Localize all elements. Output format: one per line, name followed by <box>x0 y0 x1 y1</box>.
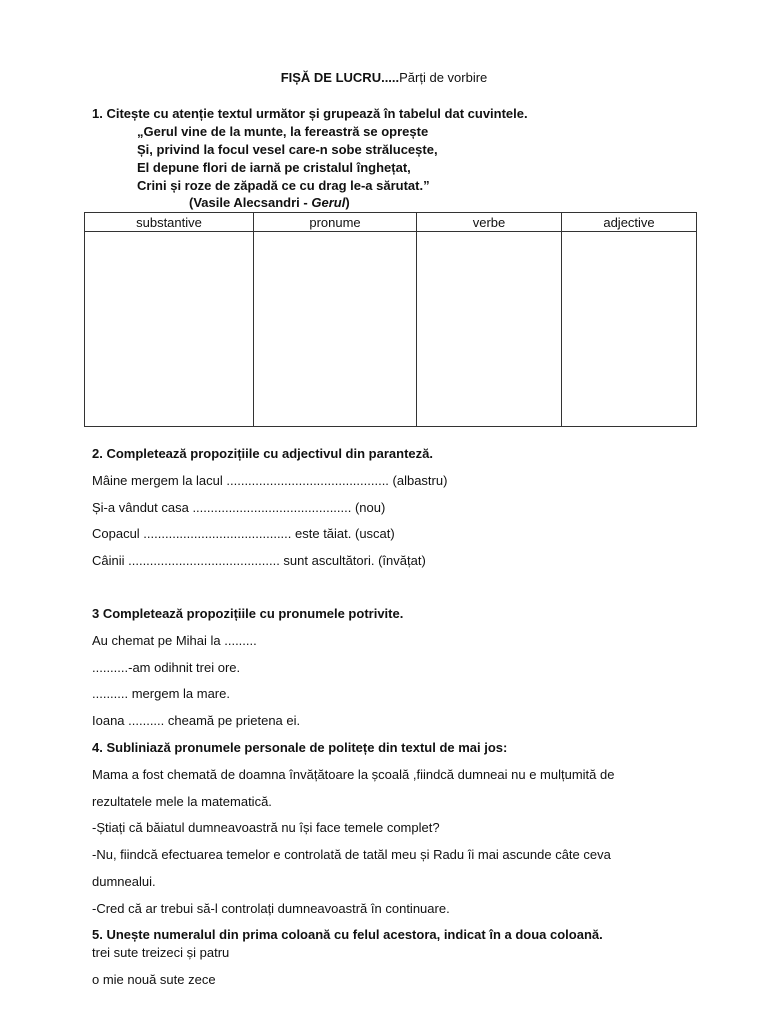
exercise-5-line-2: o mie nouă sute zece <box>92 972 216 987</box>
title-subject: Părți de vorbire <box>399 70 488 85</box>
attribution-prefix: (Vasile Alecsandri - <box>189 195 312 210</box>
answer-cell-verbe[interactable] <box>417 232 562 427</box>
attribution-work: Gerul <box>311 195 346 210</box>
exercise-3-line-3: .......... mergem la mare. <box>92 686 230 701</box>
poem-line-2: Și, privind la focul vesel care-n sobe strălucește, <box>137 142 438 157</box>
poem-line-1: „Gerul vine de la munte, la fereastră se oprește <box>137 124 429 139</box>
exercise-3-heading: 3 Completează propozițiile cu pronumele potrivite. <box>92 606 404 621</box>
answer-cell-adjective[interactable] <box>562 232 697 427</box>
exercise-1-heading: 1. Citește cu atenție textul următor și grupează în tabelul dat cuvintele. <box>92 106 528 121</box>
exercise-4-line-3: -Știați că băiatul dumneavoastră nu își face temele complet? <box>92 820 440 835</box>
header-substantive: substantive <box>85 213 254 232</box>
exercise-4-line-1: Mama a fost chemată de doamna învățătoare la școală ,fiindcă dumneai nu e mulțumită de <box>92 767 615 782</box>
poem-line-4: Crini și roze de zăpadă ce cu drag le-a sărutat.” <box>137 178 430 193</box>
header-adjective: adjective <box>562 213 697 232</box>
exercise-5-line-1: trei sute treizeci și patru <box>92 945 230 960</box>
exercise-4-line-4: -Nu, fiindcă efectuarea temelor e controlată de tatăl meu și Radu îi mai ascunde câte ceva <box>92 847 611 862</box>
exercise-4-line-6: -Cred că ar trebui să-l controlați dumneavoastră în continuare. <box>92 901 450 916</box>
title-main: FIȘĂ DE LUCRU..... <box>280 70 400 85</box>
header-pronume: pronume <box>254 213 417 232</box>
exercise-3-line-2: ..........-am odihnit trei ore. <box>92 660 241 675</box>
worksheet-title <box>0 70 768 86</box>
exercise-2-line-4: Câinii .......................................... sunt ascultători. (învățat) <box>92 553 426 568</box>
exercise-2-line-2: Și-a vândut casa ............................................ (nou) <box>92 500 386 515</box>
exercise-3-line-1: Au chemat pe Mihai la ......... <box>92 633 257 648</box>
answer-cell-substantive[interactable] <box>85 232 254 427</box>
exercise-4-line-2: rezultatele mele la matematică. <box>92 794 272 809</box>
attribution-suffix: ) <box>345 195 350 210</box>
poem-attribution <box>189 195 350 211</box>
exercise-3-line-4: Ioana .......... cheamă pe prietena ei. <box>92 713 301 728</box>
table-answer-row <box>85 232 697 427</box>
exercise-4-line-5: dumnealui. <box>92 874 156 889</box>
exercise-2-line-1: Mâine mergem la lacul ............................................. (albastru) <box>92 473 448 488</box>
exercise-2-line-3: Copacul ......................................... este tăiat. (uscat) <box>92 526 395 541</box>
header-verbe: verbe <box>417 213 562 232</box>
table-header-row <box>85 213 697 232</box>
exercise-5-heading: 5. Unește numeralul din prima coloană cu felul acestora, indicat în a doua coloană. <box>92 927 603 942</box>
answer-cell-pronume[interactable] <box>254 232 417 427</box>
parts-of-speech-table <box>84 212 697 427</box>
exercise-4-heading: 4. Subliniază pronumele personale de politețe din textul de mai jos: <box>92 740 508 755</box>
poem-line-3: El depune flori de iarnă pe cristalul înghețat, <box>137 160 411 175</box>
exercise-2-heading: 2. Completează propozițiile cu adjectivul din paranteză. <box>92 446 433 461</box>
